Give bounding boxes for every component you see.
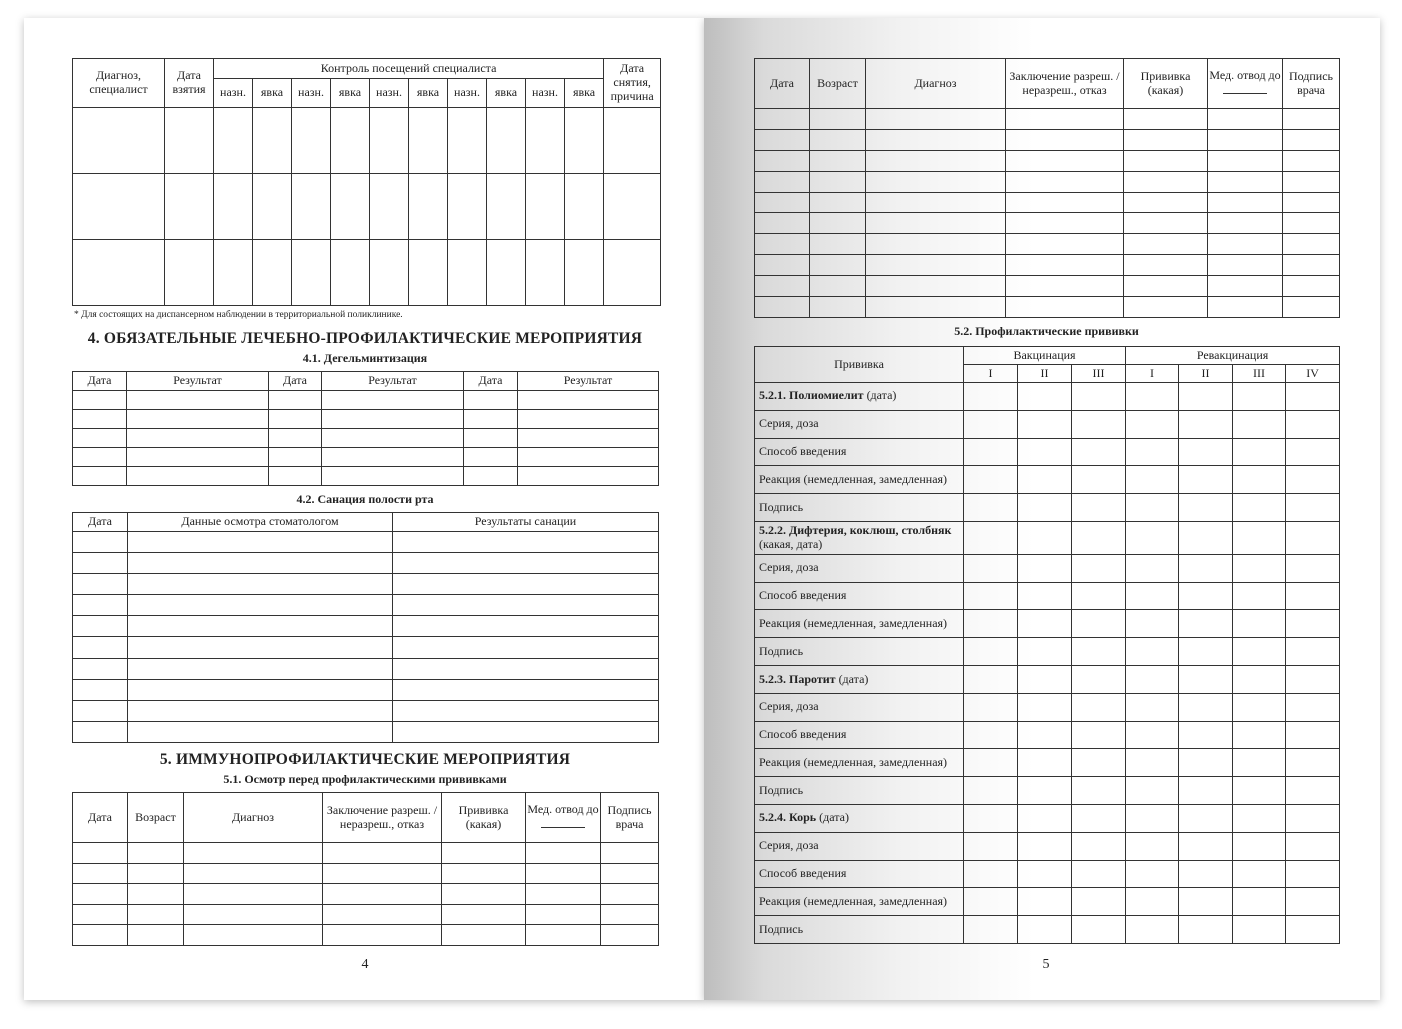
row-signature: Подпись: [755, 916, 1340, 944]
col-date: Дата: [269, 372, 322, 391]
vaccinations-table: [754, 346, 1340, 944]
page-number-left: 4: [361, 957, 369, 972]
table-row: [73, 553, 659, 574]
col-yavka: явка: [487, 79, 526, 108]
row-method: Способ введения: [755, 582, 1340, 610]
table-row: [73, 532, 659, 553]
col-yavka: явка: [409, 79, 448, 108]
section-5-1-title: 5.1. Осмотр перед профилактическими прививками: [223, 772, 507, 786]
col-conclusion: Заключение разреш. / неразреш., отказ: [323, 793, 442, 843]
table-row: [755, 150, 1340, 171]
section-4-1-title: 4.1. Дегельминтизация: [302, 351, 428, 365]
col-result: Результат: [127, 372, 269, 391]
col-date: Дата: [73, 793, 128, 843]
col-vaccination: Вакцинация: [964, 347, 1126, 365]
row-signature: Подпись: [755, 494, 1340, 522]
row-signature: Подпись: [755, 777, 1340, 805]
table-row: [73, 843, 659, 864]
pre-vaccination-exam-table: [72, 792, 659, 946]
row-measles: 5.2.4. Корь (дата): [755, 804, 1340, 832]
row-dtp: 5.2.2. Дифтерия, коклюш, столбняк (какая, дата): [755, 521, 1340, 554]
table-row: [73, 721, 659, 742]
table-row: [755, 171, 1340, 192]
page-number-right: 5: [1042, 957, 1050, 972]
row-series-dose: Серия, доза: [755, 554, 1340, 582]
table-row: [73, 448, 659, 467]
table-row: [73, 658, 659, 679]
table-row: [73, 637, 659, 658]
col-diagnosis: Диагноз: [866, 59, 1006, 109]
table-row: [73, 700, 659, 721]
col-visit-control: Контроль посещений специалиста: [214, 59, 604, 79]
section-5-2-title: 5.2. Профилактические прививки: [954, 324, 1139, 338]
dispensary-table: [72, 58, 661, 306]
table-row: [73, 679, 659, 700]
col-result: Результат: [518, 372, 659, 391]
col-revacc-4: IV: [1286, 365, 1340, 383]
table-row: [73, 595, 659, 616]
row-reaction: Реакция (немедленная, замедленная): [755, 466, 1340, 494]
col-nazn: назн.: [292, 79, 331, 108]
col-date: Дата: [73, 513, 128, 532]
table-row: [755, 234, 1340, 255]
col-vacc-2: II: [1018, 365, 1072, 383]
row-reaction: Реакция (немедленная, замедленная): [755, 888, 1340, 916]
col-revaccination: Ревакцинация: [1126, 347, 1340, 365]
col-diagnosis: Диагноз, специалист: [73, 59, 165, 108]
col-revacc-3: III: [1233, 365, 1286, 383]
row-method: Способ введения: [755, 438, 1340, 466]
col-nazn: назн.: [448, 79, 487, 108]
table-row: [73, 240, 661, 306]
col-revacc-2: II: [1179, 365, 1233, 383]
section-4-title: 4. ОБЯЗАТЕЛЬНЫЕ ЛЕЧЕБНО-ПРОФИЛАКТИЧЕСКИЕ МЕРОПРИЯТИЯ: [87, 330, 643, 347]
table-row: [73, 429, 659, 448]
row-series-dose: Серия, доза: [755, 693, 1340, 721]
table-row: [755, 213, 1340, 234]
table-row: [755, 297, 1340, 318]
table-row: [73, 391, 659, 410]
row-parotitis: 5.2.3. Паротит (дата): [755, 666, 1340, 694]
col-vacc-3: III: [1072, 365, 1126, 383]
table-row: [73, 574, 659, 595]
col-doctor-signature: Подпись врача: [1283, 59, 1340, 109]
col-yavka: явка: [253, 79, 292, 108]
section-5-title: 5. ИММУНОПРОФИЛАКТИЧЕСКИЕ МЕРОПРИЯТИЯ: [159, 751, 571, 768]
row-polio: 5.2.1. Полиомиелит (дата): [755, 383, 1340, 411]
col-age: Возраст: [128, 793, 184, 843]
table-row: [755, 192, 1340, 213]
col-vaccine: Прививка (какая): [1124, 59, 1208, 109]
col-yavka: явка: [565, 79, 604, 108]
col-result: Результат: [322, 372, 464, 391]
col-age: Возраст: [810, 59, 866, 109]
oral-sanitation-table: [72, 512, 659, 743]
col-doctor-signature: Подпись врача: [601, 793, 659, 843]
table-row: [73, 467, 659, 486]
col-conclusion: Заключение разреш. / неразреш., отказ: [1006, 59, 1124, 109]
table-row: [73, 904, 659, 925]
table-row: [73, 884, 659, 905]
row-method: Способ введения: [755, 860, 1340, 888]
table-row: [73, 616, 659, 637]
section-4-2-title: 4.2. Санация полости рта: [296, 492, 434, 506]
col-sanation-results: Результаты санации: [393, 513, 659, 532]
col-date: Дата: [464, 372, 518, 391]
table-row: [73, 410, 659, 429]
col-vaccine: Прививка: [755, 347, 964, 383]
col-medical-exemption: Мед. отвод до: [1208, 59, 1283, 109]
col-date: Дата: [755, 59, 810, 109]
table-row: [73, 174, 661, 240]
table-row: [73, 925, 659, 946]
table-row: [755, 109, 1340, 130]
col-date-removed: Дата снятия, причина: [604, 59, 661, 108]
table-row: [755, 255, 1340, 276]
col-date: Дата: [73, 372, 127, 391]
col-medical-exemption: Мед. отвод до: [526, 793, 601, 843]
row-reaction: Реакция (немедленная, замедленная): [755, 610, 1340, 638]
col-dentist-exam: Данные осмотра стоматологом: [128, 513, 393, 532]
row-reaction: Реакция (немедленная, замедленная): [755, 749, 1340, 777]
col-vaccine: Прививка (какая): [442, 793, 526, 843]
table-row: [73, 863, 659, 884]
pre-vaccination-exam-table-continued: [754, 58, 1340, 318]
col-nazn: назн.: [214, 79, 253, 108]
col-nazn: назн.: [370, 79, 409, 108]
col-yavka: явка: [331, 79, 370, 108]
table-row: [755, 276, 1340, 297]
col-nazn: назн.: [526, 79, 565, 108]
footnote: * Для состоящих на диспансерном наблюдении в территориальной поликлинике.: [74, 310, 403, 320]
row-signature: Подпись: [755, 638, 1340, 666]
table-row: [755, 129, 1340, 150]
row-series-dose: Серия, доза: [755, 832, 1340, 860]
deworming-table: [72, 371, 659, 486]
row-method: Способ введения: [755, 721, 1340, 749]
row-series-dose: Серия, доза: [755, 410, 1340, 438]
col-diagnosis: Диагноз: [184, 793, 323, 843]
col-revacc-1: I: [1126, 365, 1179, 383]
col-date-taken: Дата взятия: [165, 59, 214, 108]
col-vacc-1: I: [964, 365, 1018, 383]
table-row: [73, 108, 661, 174]
